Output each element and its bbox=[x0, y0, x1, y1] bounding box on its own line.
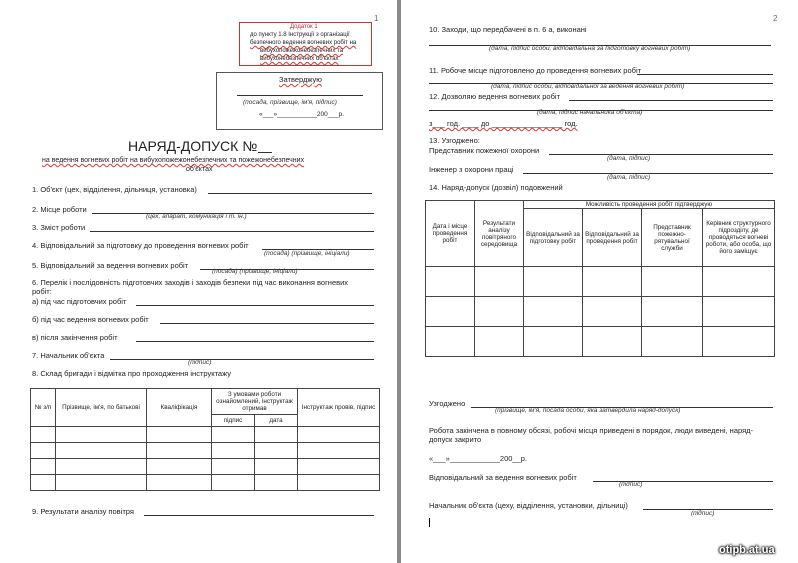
col-name: Прізвище, ім'я, по батькові bbox=[56, 389, 147, 427]
page-2 bbox=[401, 0, 798, 563]
field-agreed-final: Узгоджено bbox=[429, 399, 466, 408]
extension-table bbox=[425, 200, 775, 357]
table-row[interactable] bbox=[426, 267, 775, 297]
field-safety-eng: Інженер з охорони праці bbox=[429, 165, 514, 174]
field-crew: 8. Склад бригади і відмітка про проходження інструктажу bbox=[32, 369, 231, 378]
appendix-line: Додаток 1 bbox=[290, 24, 318, 30]
field-resp-final: Відповідальний за ведення вогневих робіт bbox=[429, 473, 577, 482]
table-row[interactable] bbox=[31, 443, 380, 459]
field-permit-time: з___ год. ____ до _________________ год. bbox=[429, 119, 578, 128]
text-cursor bbox=[429, 518, 430, 527]
col-date: дата bbox=[255, 415, 298, 427]
page-number: 2 bbox=[773, 14, 778, 23]
field-measures-b-line[interactable] bbox=[160, 323, 374, 324]
field-measures: робіт: bbox=[32, 287, 52, 296]
field-object: 1. Об'єкт (цех, відділення, дільниця, установка) bbox=[32, 185, 197, 194]
field-measures-a-line[interactable] bbox=[136, 305, 374, 306]
approve-date: «___»___________200___р. bbox=[259, 111, 344, 118]
field-measures-c-line[interactable] bbox=[136, 341, 374, 342]
watermark: otipb.at.ua bbox=[719, 544, 775, 556]
col-confirm: Можливість проведення робіт підтверджую bbox=[524, 201, 775, 209]
field-measures-c: в) після закінчення робіт bbox=[32, 333, 118, 342]
field-content: 3. Зміст роботи bbox=[32, 223, 86, 232]
field-chief-line[interactable] bbox=[110, 359, 374, 360]
field-workplace-ready: 11. Робоче місце підготовлено до проведення вогневих робіт bbox=[429, 66, 642, 75]
approve-title: Затверджую bbox=[279, 75, 322, 84]
title-number-line bbox=[258, 152, 272, 153]
col-conditions: З умовами роботи ознайомлений, інструктаж отримав bbox=[212, 389, 298, 415]
col-date-place: Дата і місце проведення робіт bbox=[426, 201, 475, 267]
field-chief: 7. Начальник об'єкта bbox=[32, 351, 105, 360]
field-measures-done: 10. Заходи, що передбачені в п. 6 а, виконані bbox=[429, 25, 587, 34]
field-hint: (дата, підпис) bbox=[607, 174, 651, 181]
appendix-box bbox=[239, 22, 372, 66]
approve-line bbox=[237, 95, 363, 96]
form-title: НАРЯД-ДОПУСК № bbox=[128, 138, 258, 154]
field-agreed: 13. Узгоджено: bbox=[429, 136, 480, 145]
field-permit: 12. Дозволяю ведення вогневих робіт bbox=[429, 92, 561, 101]
field-hint: (дата, підпис) bbox=[607, 155, 651, 162]
page-number: 1 bbox=[374, 14, 379, 23]
field-content-line[interactable] bbox=[90, 231, 374, 232]
col-head: Керівник структурного підрозділу, де проводяться вогневі роботи, або особа, що його заміщує bbox=[703, 209, 775, 267]
table-row[interactable] bbox=[426, 327, 775, 357]
table-row[interactable] bbox=[31, 475, 380, 491]
field-measures-b: б) під час ведення вогневих робіт bbox=[32, 315, 149, 324]
field-workplace: 2. Місце роботи bbox=[32, 205, 87, 214]
col-sign: підпис bbox=[212, 415, 255, 427]
field-extended: 14. Наряд-допуск (дозвіл) подовжений bbox=[429, 183, 563, 192]
table-row[interactable] bbox=[426, 297, 775, 327]
approve-caption: (посада, прізвище, ім'я, підпис) bbox=[243, 99, 337, 106]
close-date: «___»____________200__р. bbox=[429, 454, 528, 463]
field-exec-resp-hint: (посада) (прізвище, ініціали) bbox=[212, 268, 298, 275]
field-line[interactable] bbox=[549, 154, 773, 155]
field-hint: (підпис) bbox=[691, 510, 715, 517]
col-fire: Представник пожежно-рятувальної служби bbox=[642, 209, 703, 267]
col-exec: Відповідальний за проведення робіт bbox=[583, 209, 642, 267]
field-hint: (дата, підпис особи, відповідальна за підготовку вогневих робіт) bbox=[489, 45, 691, 52]
field-fire-rep: Представник пожежної охорони bbox=[429, 146, 540, 155]
appendix-line: вибухопожежонебезпечних та bbox=[260, 48, 344, 54]
col-instructor: Інструктаж провів, підпис bbox=[298, 389, 380, 427]
approval-box bbox=[216, 72, 383, 130]
field-head-final: Начальник об'єкта (цеху, відділення, установки, дільниці) bbox=[429, 501, 628, 510]
field-prep-resp: 4. Відповідальний за підготовку до проведення вогневих робіт bbox=[32, 241, 249, 250]
table-row[interactable] bbox=[31, 459, 380, 475]
table-row[interactable] bbox=[31, 427, 380, 443]
col-qual: Кваліфікація bbox=[147, 389, 212, 427]
field-hint: (підпис) bbox=[619, 481, 643, 488]
field-workplace-hint: (цех, апарат, комунікація і т. ін.) bbox=[146, 213, 247, 220]
field-air: 9. Результати аналізу повітря bbox=[32, 507, 134, 516]
page-1 bbox=[0, 0, 397, 563]
field-hint: (дата, підпис особи, відповідальної за ведення вогневих робіт) bbox=[491, 83, 685, 90]
field-prep-resp-hint: (посада) (прізвище, ініціали) bbox=[264, 250, 350, 257]
field-measures: 6. Перелік і послідовність підготовчих заходів і заходів безпеки під час виконання вогневих bbox=[32, 278, 349, 287]
field-object-line[interactable] bbox=[208, 193, 372, 194]
work-done: допуск закрито bbox=[429, 435, 482, 444]
field-hint: (прізвище, ім'я, посада особи, яка затвердила наряд-допуск) bbox=[495, 407, 681, 414]
col-air: Результати аналізу повітряного середовища bbox=[475, 201, 524, 267]
field-hint: (дата, підпис начальника об'єкта) bbox=[537, 109, 643, 116]
field-line[interactable] bbox=[637, 74, 773, 75]
form-subtitle: об'єктах bbox=[186, 166, 213, 173]
crew-table bbox=[30, 388, 380, 491]
appendix-line: вибухонебезпечних об'єктах bbox=[260, 56, 339, 62]
work-done: Робота закінчена в повному обсязі, робочі місця приведені в порядок, люди виведені, наряд- bbox=[429, 426, 754, 435]
field-exec-resp: 5. Відповідальний за ведення вогневих робіт bbox=[32, 261, 189, 270]
field-chief-hint: (підпис) bbox=[188, 359, 212, 366]
appendix-line: до пункту 1.8 Інструкції з організації bbox=[250, 32, 350, 38]
col-prep: Відповідальний за підготовку робіт bbox=[524, 209, 583, 267]
field-measures-a: а) під час підготовчих робіт bbox=[32, 297, 127, 306]
field-air-line[interactable] bbox=[144, 515, 374, 516]
appendix-line: безпечного ведення вогневих робіт на bbox=[250, 40, 357, 46]
col-num: № з/п bbox=[31, 389, 56, 427]
field-line[interactable] bbox=[569, 100, 773, 101]
form-subtitle: на ведення вогневих робіт на вибухопожежонебезпечних та пожежонебезпечних bbox=[42, 157, 305, 164]
